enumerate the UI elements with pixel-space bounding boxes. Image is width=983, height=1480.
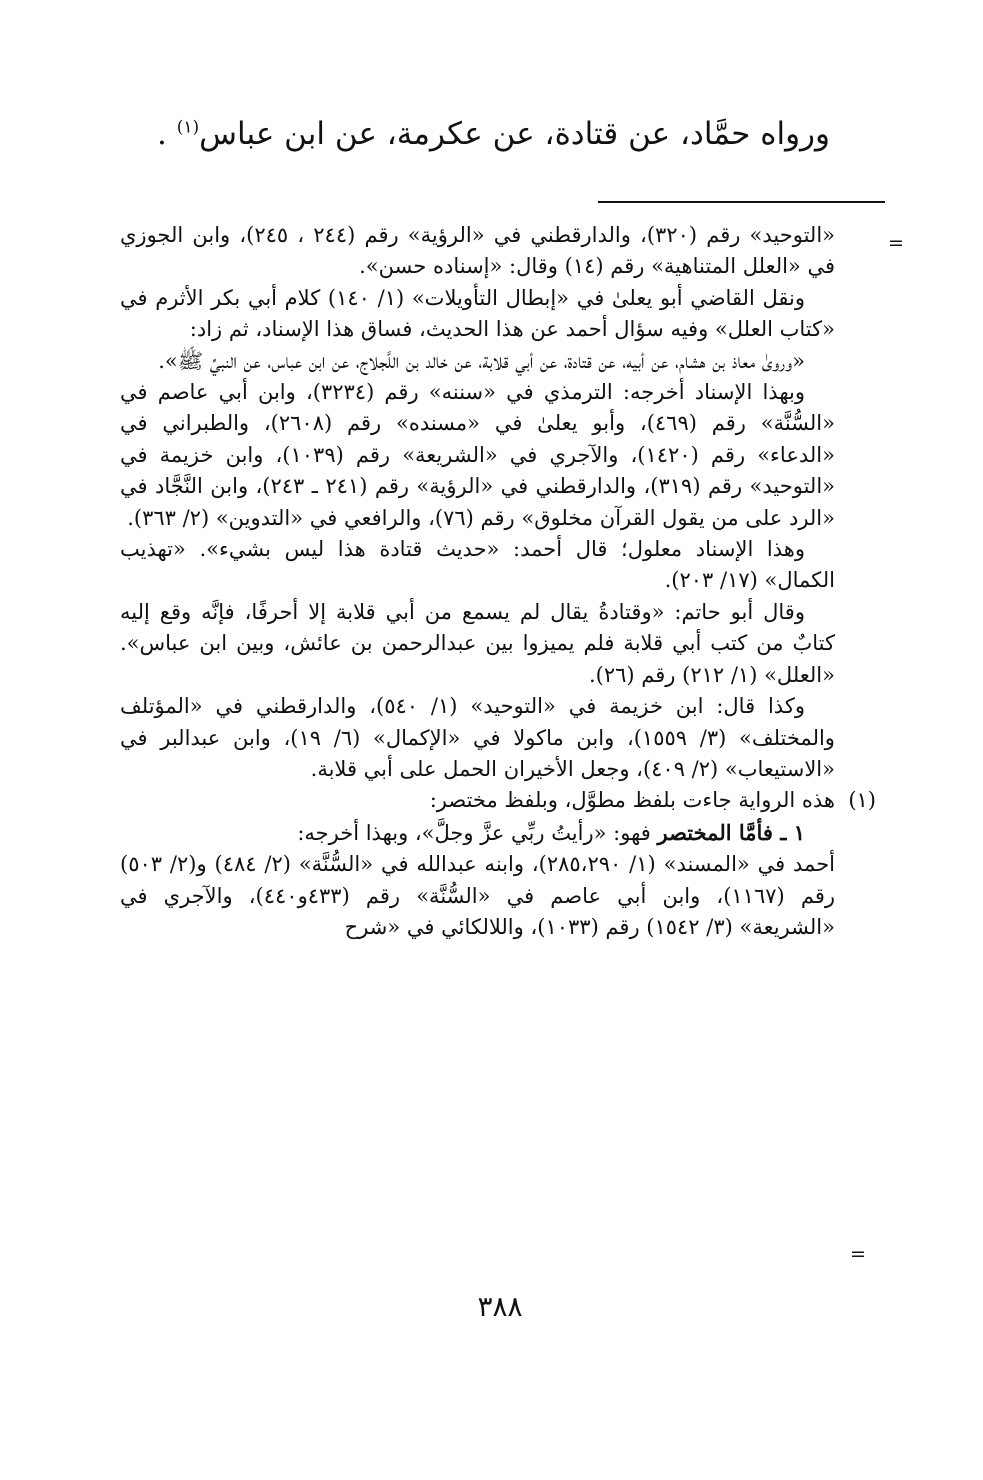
footnote-1-sources: أحمد في «المسند» (١/ ٢٨٥،٢٩٠)، وابنه عبدالله في «السُّنَّة» (٢/ ٤٨٤) و(٢/ ٥٠٣) رقم (١١٦٧)، وابن أبي عاصم في «السُّنَّة» رقم (٤٣٣و٤٤٠)، والآجري في «الشريعة» (٣/ ١٥٤٢) رقم (١٠٣٣)، واللالكائي في «شرح bbox=[120, 852, 836, 939]
footnote-1-intro: هذه الرواية جاءت بلفظ مطوَّل، وبلفظ مختصر: bbox=[429, 788, 835, 813]
footnote-reference[interactable]: (١) bbox=[176, 117, 200, 138]
continuation-marker-bottom: = bbox=[850, 1243, 866, 1265]
footnote-paragraph: وكذا قال: ابن خزيمة في «التوحيد» (١/ ٥٤٠)، والدارقطني في «المؤتلف والمختلف» (٣/ ١٥٥٩)، وابن ماكولا في «الإكمال» (٦/ ١٩)، وابن عبدالبر في «الاستيعاب» (٢/ ٤٠٩)، وجعل الأخيران الحمل على أبي قلابة. bbox=[120, 694, 835, 781]
footnote-paragraph: وهذا الإسناد معلول؛ قال أحمد: «حديث قتادة هذا ليس بشيء». «تهذيب الكمال» (١٧/ ٢٠٣). bbox=[120, 537, 835, 593]
footnote-1-number: (١) bbox=[848, 788, 876, 812]
main-text-line: ورواه حمَّاد، عن قتادة، عن عكرمة، عن ابن عباس bbox=[199, 116, 830, 152]
page-number: ٣٨٨ bbox=[477, 1290, 523, 1323]
footnote-paragraph: وقال أبو حاتم: «وقتادةُ يقال لم يسمع من أبي قلابة إلا أحرفًا، فإنَّه وقع إليه كتابٌ من كتب أبي قلابة فلم يميزوا بين عبدالرحمن بن عائش، وبين ابن عباس». «العلل» (١/ ٢١٢) رقم (٢٦). bbox=[120, 599, 835, 687]
footnote-divider bbox=[598, 201, 885, 203]
footnotes-area bbox=[120, 220, 835, 943]
main-text-end: . bbox=[157, 116, 177, 152]
footnote-1-item-lead: ١ ـ فأمَّا المختصر bbox=[657, 819, 805, 845]
footnote-1-item bbox=[120, 817, 835, 849]
footnote-paragraph: «وروىٰ معاذ بن هشام، عن أبيه، عن قتادة، عن أبي قلابة، عن خالد بن اللَّجلاج، عن ابن عباس، عن النبيِّ ﷺ». bbox=[158, 348, 805, 373]
footnote-paragraph: «التوحيد» رقم (٣٢٠)، والدارقطني في «الرؤية» رقم (٢٤٤ ، ٢٤٥)، وابن الجوزي في «العلل المتناهية» رقم (١٤) وقال: «إسناده حسن». bbox=[120, 223, 836, 279]
main-text bbox=[150, 112, 830, 156]
continuation-marker-top: = bbox=[888, 232, 904, 254]
footnote-paragraph: ونقل القاضي أبو يعلىٰ في «إبطال التأويلات» (١/ ١٤٠) كلام أبي بكر الأثرم في «كتاب العلل» وفيه سؤال أحمد عن هذا الحديث، فساق هذا الإسناد، ثم زاد: bbox=[120, 285, 835, 342]
footnote-paragraph: وبهذا الإسناد أخرجه: الترمذي في «سننه» رقم (٣٢٣٤)، وابن أبي عاصم في «السُّنَّة» رقم (٤٦٩)، وأبو يعلىٰ في «مسنده» رقم (٢٦٠٨)، والطبراني في «الدعاء» رقم (١٤٢٠)، والآجري في «الشريعة» رقم (١٠٣٩)، وابن خزيمة في «التوحيد» رقم (٣١٩)، والدارقطني في «الرؤية» رقم (٢٤١ ـ ٢٤٣)، وابن النَّجَّاد في «الرد على من يقول القرآن مخلوق» رقم (٧٦)، والرافعي في «التدوين» (٢/ ٣٦٣). bbox=[120, 380, 835, 530]
footnote-1-item-rest: فهو: «رأيتُ ربِّي عزَّ وجلَّ»، وبهذا أخرجه: bbox=[297, 820, 658, 845]
